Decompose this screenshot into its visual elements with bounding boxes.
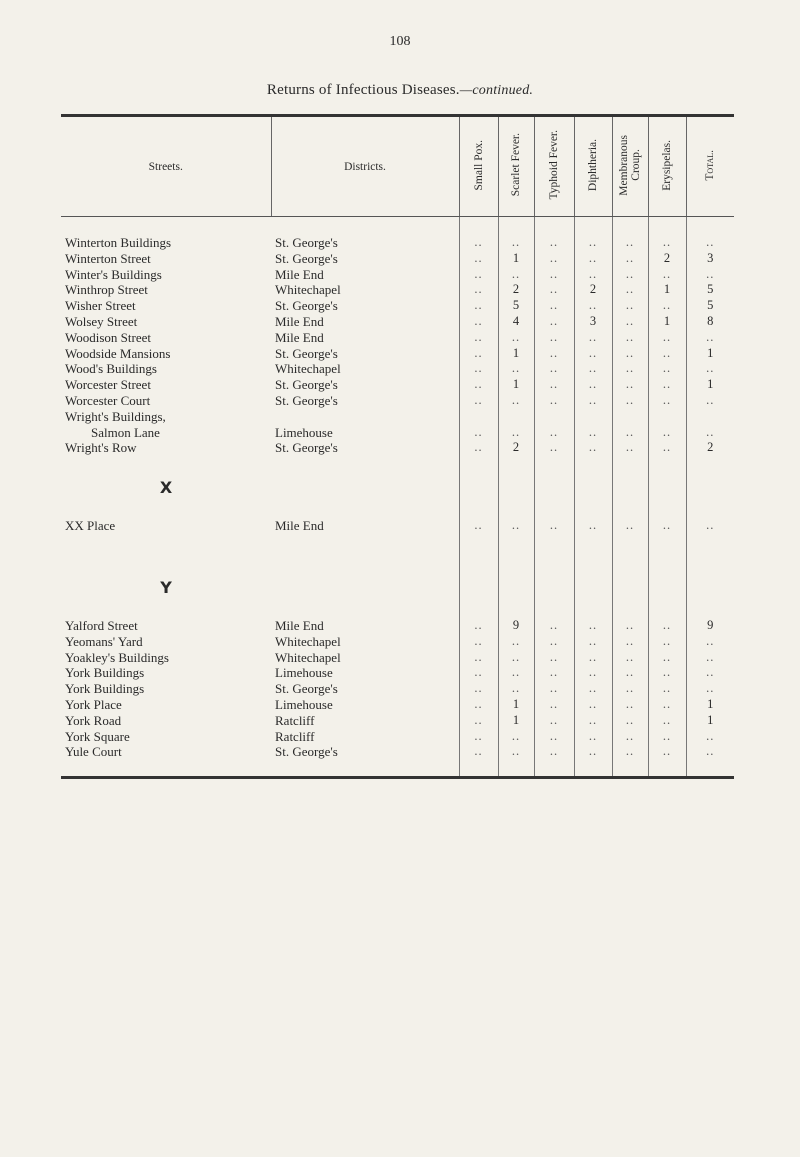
count-cell: ..	[534, 713, 574, 729]
count-cell: ..	[534, 235, 574, 251]
count-cell: ..	[534, 282, 574, 298]
count-cell: ..	[498, 425, 534, 441]
count-cell: ..	[648, 744, 686, 760]
street-cell: Yoakley's Buildings	[65, 649, 169, 665]
count-cell: ..	[459, 235, 498, 251]
count-cell: 1	[686, 346, 734, 362]
count-cell: ..	[612, 361, 648, 377]
spacer-row	[61, 598, 734, 618]
count-cell: ..	[648, 665, 686, 681]
count-cell: ..	[686, 729, 734, 745]
count-cell: ..	[459, 650, 498, 666]
count-cell: ..	[574, 425, 612, 441]
count-cell: ..	[534, 634, 574, 650]
count-cell: ..	[574, 361, 612, 377]
street-cell: Yeomans' Yard	[65, 633, 143, 649]
table-row	[61, 330, 734, 346]
spacer-row	[61, 534, 734, 578]
street-cell: Winter's Buildings	[65, 266, 162, 282]
district-cell: Limehouse	[275, 696, 333, 712]
street-cell: Yalford Street	[65, 617, 138, 633]
count-cell: ..	[612, 634, 648, 650]
count-cell: ..	[612, 618, 648, 634]
count-cell: ..	[534, 665, 574, 681]
count-cell: 1	[498, 251, 534, 267]
table-bottom-rule	[61, 778, 734, 782]
district-cell: Whitechapel	[275, 282, 341, 298]
district-cell: St. George's	[275, 345, 338, 361]
count-cell: ..	[612, 681, 648, 697]
count-cell: 5	[498, 298, 534, 314]
count-cell: ..	[534, 681, 574, 697]
count-cell: 2	[648, 251, 686, 267]
count-cell: ..	[459, 518, 498, 534]
count-cell: ..	[648, 713, 686, 729]
title-suffix: —continued.	[459, 83, 534, 98]
count-cell: ..	[612, 665, 648, 681]
count-cell: ..	[686, 235, 734, 251]
count-cell: ..	[498, 650, 534, 666]
district-cell: Mile End	[275, 266, 324, 282]
count-cell: ..	[459, 267, 498, 283]
count-cell	[648, 409, 686, 425]
district-cell: Whitechapel	[275, 361, 341, 377]
street-cell: Wood's Buildings	[65, 361, 157, 377]
count-cell: ..	[534, 314, 574, 330]
count-cell: ..	[686, 330, 734, 346]
district-cell: St. George's	[275, 392, 338, 408]
count-cell: ..	[498, 393, 534, 409]
count-cell: ..	[612, 346, 648, 362]
count-cell: 1	[648, 282, 686, 298]
count-cell: ..	[612, 697, 648, 713]
count-cell: ..	[534, 425, 574, 441]
section-heading-row	[61, 578, 734, 598]
count-cell: ..	[648, 330, 686, 346]
count-cell: ..	[574, 298, 612, 314]
district-cell: St. George's	[275, 681, 338, 697]
table-row	[61, 518, 734, 534]
count-cell: ..	[612, 314, 648, 330]
count-cell: ..	[648, 440, 686, 456]
table-row	[61, 440, 734, 456]
count-cell: 2	[686, 440, 734, 456]
count-cell: ..	[534, 251, 574, 267]
count-cell: ..	[612, 425, 648, 441]
count-cell: ..	[459, 440, 498, 456]
count-cell: 1	[686, 377, 734, 393]
count-cell: ..	[498, 330, 534, 346]
table-row	[61, 361, 734, 377]
count-cell: ..	[534, 393, 574, 409]
district-cell: Ratcliff	[275, 712, 315, 728]
count-cell: 9	[498, 618, 534, 634]
district-cell: St. George's	[275, 235, 338, 250]
street-cell: York Road	[65, 712, 122, 728]
table-row	[61, 346, 734, 362]
count-cell: ..	[498, 665, 534, 681]
table-row	[61, 697, 734, 713]
count-cell: ..	[498, 518, 534, 534]
count-cell: ..	[612, 518, 648, 534]
count-cell: 4	[498, 314, 534, 330]
count-cell: ..	[459, 298, 498, 314]
street-cell: York Square	[65, 728, 130, 744]
header-membranous-croup: Membranous Croup.	[612, 116, 648, 217]
count-cell: ..	[612, 251, 648, 267]
count-cell: ..	[648, 346, 686, 362]
page-number: 108	[389, 34, 411, 49]
count-cell: 2	[498, 440, 534, 456]
table-row	[61, 282, 734, 298]
count-cell: ..	[459, 713, 498, 729]
count-cell: ..	[686, 393, 734, 409]
count-cell: ..	[459, 697, 498, 713]
district-cell: St. George's	[275, 377, 338, 393]
count-cell: ..	[534, 440, 574, 456]
district-cell: St. George's	[275, 744, 338, 760]
count-cell: ..	[612, 744, 648, 760]
count-cell: ..	[612, 393, 648, 409]
count-cell: ..	[574, 650, 612, 666]
table-row	[61, 634, 734, 650]
street-cell: Winterton Buildings	[65, 235, 171, 250]
count-cell: 2	[574, 282, 612, 298]
count-cell: ..	[459, 665, 498, 681]
count-cell: ..	[459, 681, 498, 697]
table-row	[61, 618, 734, 634]
district-cell: Ratcliff	[275, 728, 315, 744]
count-cell: ..	[574, 330, 612, 346]
count-cell: ..	[534, 518, 574, 534]
spacer-row	[61, 760, 734, 778]
district-cell: Mile End	[275, 518, 324, 534]
count-cell: ..	[686, 681, 734, 697]
count-cell: ..	[648, 729, 686, 745]
table-row	[61, 650, 734, 666]
count-cell: ..	[459, 251, 498, 267]
header-erysipelas: Erysipelas.	[648, 116, 686, 217]
count-cell: ..	[574, 634, 612, 650]
count-cell: ..	[459, 330, 498, 346]
table-row	[61, 681, 734, 697]
count-cell: ..	[574, 665, 612, 681]
count-cell: 1	[498, 377, 534, 393]
count-cell: ..	[534, 729, 574, 745]
street-cell: Wright's Row	[65, 440, 137, 456]
count-cell: ..	[498, 361, 534, 377]
count-cell: ..	[574, 618, 612, 634]
count-cell: ..	[574, 235, 612, 251]
count-cell: ..	[534, 298, 574, 314]
count-cell: 1	[686, 713, 734, 729]
count-cell: 1	[498, 697, 534, 713]
count-cell: ..	[459, 282, 498, 298]
count-cell: ..	[498, 634, 534, 650]
count-cell	[574, 409, 612, 425]
count-cell: 3	[574, 314, 612, 330]
count-cell	[612, 409, 648, 425]
count-cell: 1	[498, 346, 534, 362]
count-cell: ..	[574, 267, 612, 283]
count-cell: 1	[648, 314, 686, 330]
district-cell: Whitechapel	[275, 633, 341, 649]
section-heading-row	[61, 478, 734, 498]
count-cell: 3	[686, 251, 734, 267]
count-cell: ..	[574, 744, 612, 760]
count-cell: ..	[574, 681, 612, 697]
count-cell: ..	[612, 650, 648, 666]
count-cell: ..	[534, 267, 574, 283]
street-cell: Wisher Street	[65, 298, 136, 314]
count-cell: ..	[648, 650, 686, 666]
count-cell: ..	[459, 729, 498, 745]
street-cell: Worcester Court	[65, 392, 151, 408]
spacer-row	[61, 217, 734, 236]
count-cell: ..	[574, 251, 612, 267]
count-cell: ..	[534, 346, 574, 362]
count-cell: ..	[534, 697, 574, 713]
count-cell: ..	[612, 440, 648, 456]
count-cell: ..	[459, 618, 498, 634]
count-cell	[686, 409, 734, 425]
count-cell: ..	[648, 298, 686, 314]
district-cell: St. George's	[275, 250, 338, 266]
district-cell: St. George's	[275, 440, 338, 456]
count-cell: ..	[534, 618, 574, 634]
street-cell: York Buildings	[65, 665, 145, 681]
table-row	[61, 377, 734, 393]
count-cell: ..	[686, 361, 734, 377]
count-cell: 9	[686, 618, 734, 634]
district-cell: St. George's	[275, 298, 338, 314]
header-districts: Districts.	[271, 116, 459, 217]
count-cell: ..	[686, 634, 734, 650]
table-row	[61, 729, 734, 745]
count-cell: ..	[459, 425, 498, 441]
count-cell: ..	[648, 697, 686, 713]
street-cell: Yule Court	[65, 744, 122, 760]
street-cell: Salmon Lane	[91, 424, 160, 440]
count-cell: ..	[612, 282, 648, 298]
count-cell: ..	[574, 440, 612, 456]
district-cell: Limehouse	[275, 424, 333, 440]
street-cell: Wolsey Street	[65, 313, 138, 329]
count-cell: ..	[534, 377, 574, 393]
header-scarlet-fever: Scarlet Fever.	[498, 116, 534, 217]
count-cell: ..	[612, 267, 648, 283]
count-cell: ..	[648, 235, 686, 251]
count-cell: ..	[686, 665, 734, 681]
count-cell: ..	[534, 744, 574, 760]
count-cell: ..	[686, 425, 734, 441]
count-cell: ..	[648, 618, 686, 634]
count-cell: ..	[574, 729, 612, 745]
count-cell: ..	[574, 377, 612, 393]
count-cell: ..	[612, 298, 648, 314]
count-cell: ..	[612, 330, 648, 346]
table-row	[61, 409, 734, 425]
count-cell: ..	[498, 681, 534, 697]
count-cell	[498, 409, 534, 425]
count-cell: ..	[648, 377, 686, 393]
header-total: Total.	[686, 116, 734, 217]
count-cell: ..	[612, 729, 648, 745]
section-letter: X	[159, 478, 173, 498]
count-cell: 5	[686, 298, 734, 314]
street-cell: XX Place	[65, 518, 116, 534]
count-cell: ..	[648, 267, 686, 283]
table-row	[61, 665, 734, 681]
street-cell: Winterton Street	[65, 250, 151, 266]
district-cell: Limehouse	[275, 665, 333, 681]
count-cell: ..	[648, 518, 686, 534]
street-cell: Worcester Street	[65, 377, 151, 393]
count-cell: ..	[648, 425, 686, 441]
spacer-row	[61, 456, 734, 478]
street-cell: Woodison Street	[65, 329, 151, 345]
spacer-row	[61, 498, 734, 518]
district-cell: Mile End	[275, 329, 324, 345]
count-cell: ..	[574, 393, 612, 409]
count-cell: ..	[574, 518, 612, 534]
count-cell: ..	[459, 744, 498, 760]
street-cell: York Buildings	[65, 681, 145, 697]
table-row	[61, 393, 734, 409]
count-cell: ..	[648, 681, 686, 697]
count-cell: ..	[648, 634, 686, 650]
table-row	[61, 267, 734, 283]
count-cell: ..	[534, 330, 574, 346]
count-cell: ..	[612, 713, 648, 729]
count-cell: ..	[498, 729, 534, 745]
title-text: Returns of Infectious Diseases.	[266, 82, 460, 98]
count-cell: ..	[534, 361, 574, 377]
header-row	[61, 116, 734, 217]
table-row	[61, 314, 734, 330]
district-cell: Mile End	[275, 617, 324, 633]
street-cell: Wright's Buildings,	[65, 408, 166, 424]
street-cell: Woodside Mansions	[65, 345, 171, 361]
page-title	[0, 82, 800, 99]
table-row	[61, 298, 734, 314]
count-cell: 5	[686, 282, 734, 298]
street-cell: Winthrop Street	[65, 282, 148, 298]
count-cell	[534, 409, 574, 425]
table-row	[61, 713, 734, 729]
infectious-diseases-table	[61, 114, 734, 781]
table-row	[61, 235, 734, 251]
count-cell: ..	[574, 346, 612, 362]
header-streets: Streets.	[61, 116, 271, 217]
table-row	[61, 744, 734, 760]
count-cell: ..	[686, 267, 734, 283]
count-cell: ..	[686, 744, 734, 760]
header-typhoid-fever: Typhoid Fever.	[534, 116, 574, 217]
count-cell: ..	[498, 744, 534, 760]
header-small-pox: Small Pox.	[459, 116, 498, 217]
count-cell: 2	[498, 282, 534, 298]
count-cell: 1	[686, 697, 734, 713]
street-cell: York Place	[65, 696, 122, 712]
count-cell: ..	[459, 377, 498, 393]
count-cell: ..	[498, 235, 534, 251]
count-cell: ..	[534, 650, 574, 666]
count-cell: ..	[686, 518, 734, 534]
count-cell: ..	[574, 697, 612, 713]
count-cell: ..	[459, 314, 498, 330]
count-cell	[459, 409, 498, 425]
count-cell: 1	[498, 713, 534, 729]
count-cell: ..	[459, 393, 498, 409]
count-cell: 8	[686, 314, 734, 330]
district-cell	[271, 409, 459, 425]
table-row	[61, 251, 734, 267]
count-cell: ..	[612, 235, 648, 251]
count-cell: ..	[648, 361, 686, 377]
table-row	[61, 425, 734, 441]
count-cell: ..	[648, 393, 686, 409]
count-cell: ..	[459, 346, 498, 362]
header-diphtheria: Diphtheria.	[574, 116, 612, 217]
district-cell: Mile End	[275, 313, 324, 329]
section-letter: Y	[160, 578, 172, 598]
count-cell: ..	[459, 361, 498, 377]
count-cell: ..	[574, 713, 612, 729]
count-cell: ..	[459, 634, 498, 650]
count-cell: ..	[498, 267, 534, 283]
count-cell: ..	[686, 650, 734, 666]
count-cell: ..	[612, 377, 648, 393]
district-cell: Whitechapel	[275, 649, 341, 665]
